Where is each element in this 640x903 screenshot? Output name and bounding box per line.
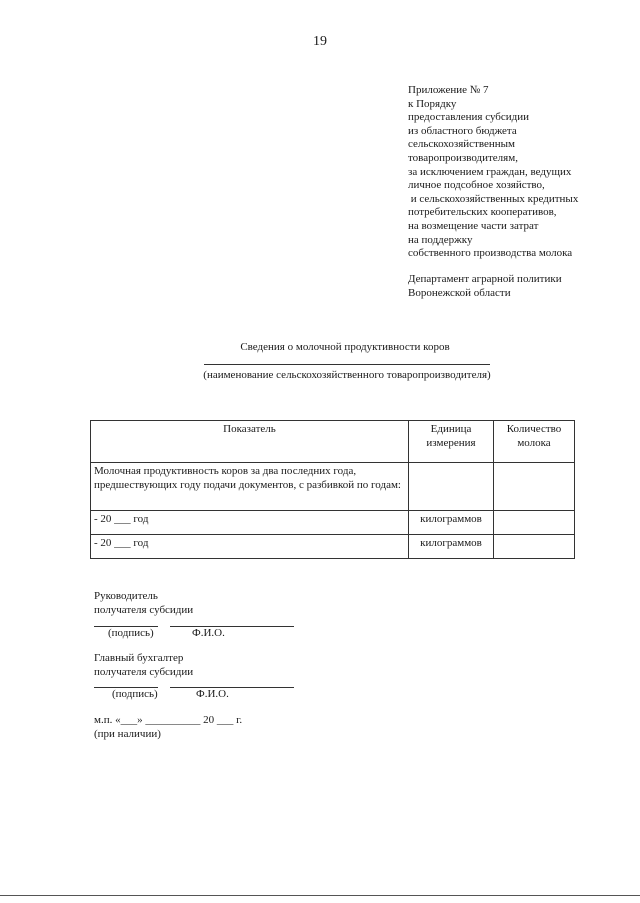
column-header-unit: Единица измерения xyxy=(409,421,494,463)
accountant-name-field[interactable] xyxy=(170,687,294,688)
appendix-line: на поддержку xyxy=(408,233,473,246)
accountant-title-line: получателя субсидии xyxy=(94,665,194,678)
appendix-line: к Порядку xyxy=(408,97,457,110)
appendix-line: из областного бюджета xyxy=(408,124,517,137)
quantity-cell[interactable] xyxy=(494,511,575,535)
appendix-line: личное подсобное хозяйство, xyxy=(408,179,545,192)
appendix-line: на возмещение части затрат xyxy=(408,219,539,232)
appendix-line: товаропроизводителям, xyxy=(408,151,518,164)
producer-name-field[interactable] xyxy=(204,364,490,365)
table-row xyxy=(91,535,575,559)
column-header-indicator: Показатель xyxy=(91,421,409,463)
head-signature-caption: (подпись) xyxy=(108,627,154,639)
appendix-line: собственного производства молока xyxy=(408,247,573,260)
stamp-date-line[interactable]: м.п. «___» __________ 20 ___ г. xyxy=(94,714,243,726)
head-signature-label xyxy=(94,590,193,617)
department-line: Воронежской области xyxy=(408,286,511,299)
producer-name-caption: (наименование сельскохозяйственного товаропроизводителя) xyxy=(203,369,491,381)
document-title: Сведения о молочной продуктивности коров xyxy=(240,341,450,353)
head-title-line: Руководитель xyxy=(94,590,158,602)
department-addressee xyxy=(408,273,628,300)
head-title-line: получателя субсидии xyxy=(94,603,194,616)
column-header-quantity: Количество молока xyxy=(494,421,575,463)
appendix-line: Приложение № 7 xyxy=(408,84,489,96)
productivity-table xyxy=(90,420,575,559)
stamp-note: (при наличии) xyxy=(94,727,161,740)
year-cell: - 20 ___ год xyxy=(91,535,409,559)
table-row xyxy=(91,511,575,535)
appendix-line: потребительских кооперативов, xyxy=(408,206,557,219)
accountant-name-caption: Ф.И.О. xyxy=(196,688,229,700)
unit-cell: килограммов xyxy=(409,511,494,535)
page-bottom-border xyxy=(0,895,640,896)
quantity-cell[interactable] xyxy=(494,463,575,511)
appendix-line: предоставления субсидии xyxy=(408,111,530,124)
table-row xyxy=(91,463,575,511)
accountant-title-line: Главный бухгалтер xyxy=(94,652,184,664)
appendix-line: и сельскохозяйственных кредитных xyxy=(408,192,579,205)
department-line: Департамент аграрной политики xyxy=(408,273,562,285)
appendix-header xyxy=(408,84,628,261)
appendix-line: за исключением граждан, ведущих xyxy=(408,165,572,178)
table-header-row xyxy=(91,421,575,463)
accountant-signature-caption: (подпись) xyxy=(112,688,158,700)
quantity-cell[interactable] xyxy=(494,535,575,559)
appendix-line: сельскохозяйственным xyxy=(408,138,515,151)
indicator-description: Молочная продуктивность коров за два последних года, предшествующих году подачи документов, с разбивкой по годам: xyxy=(91,463,409,511)
accountant-signature-label xyxy=(94,652,193,679)
page-number: 19 xyxy=(313,34,327,49)
unit-cell: килограммов xyxy=(409,535,494,559)
head-name-caption: Ф.И.О. xyxy=(192,627,225,639)
stamp-date-block xyxy=(94,714,242,741)
unit-cell xyxy=(409,463,494,511)
year-cell: - 20 ___ год xyxy=(91,511,409,535)
head-name-field[interactable] xyxy=(170,626,294,627)
